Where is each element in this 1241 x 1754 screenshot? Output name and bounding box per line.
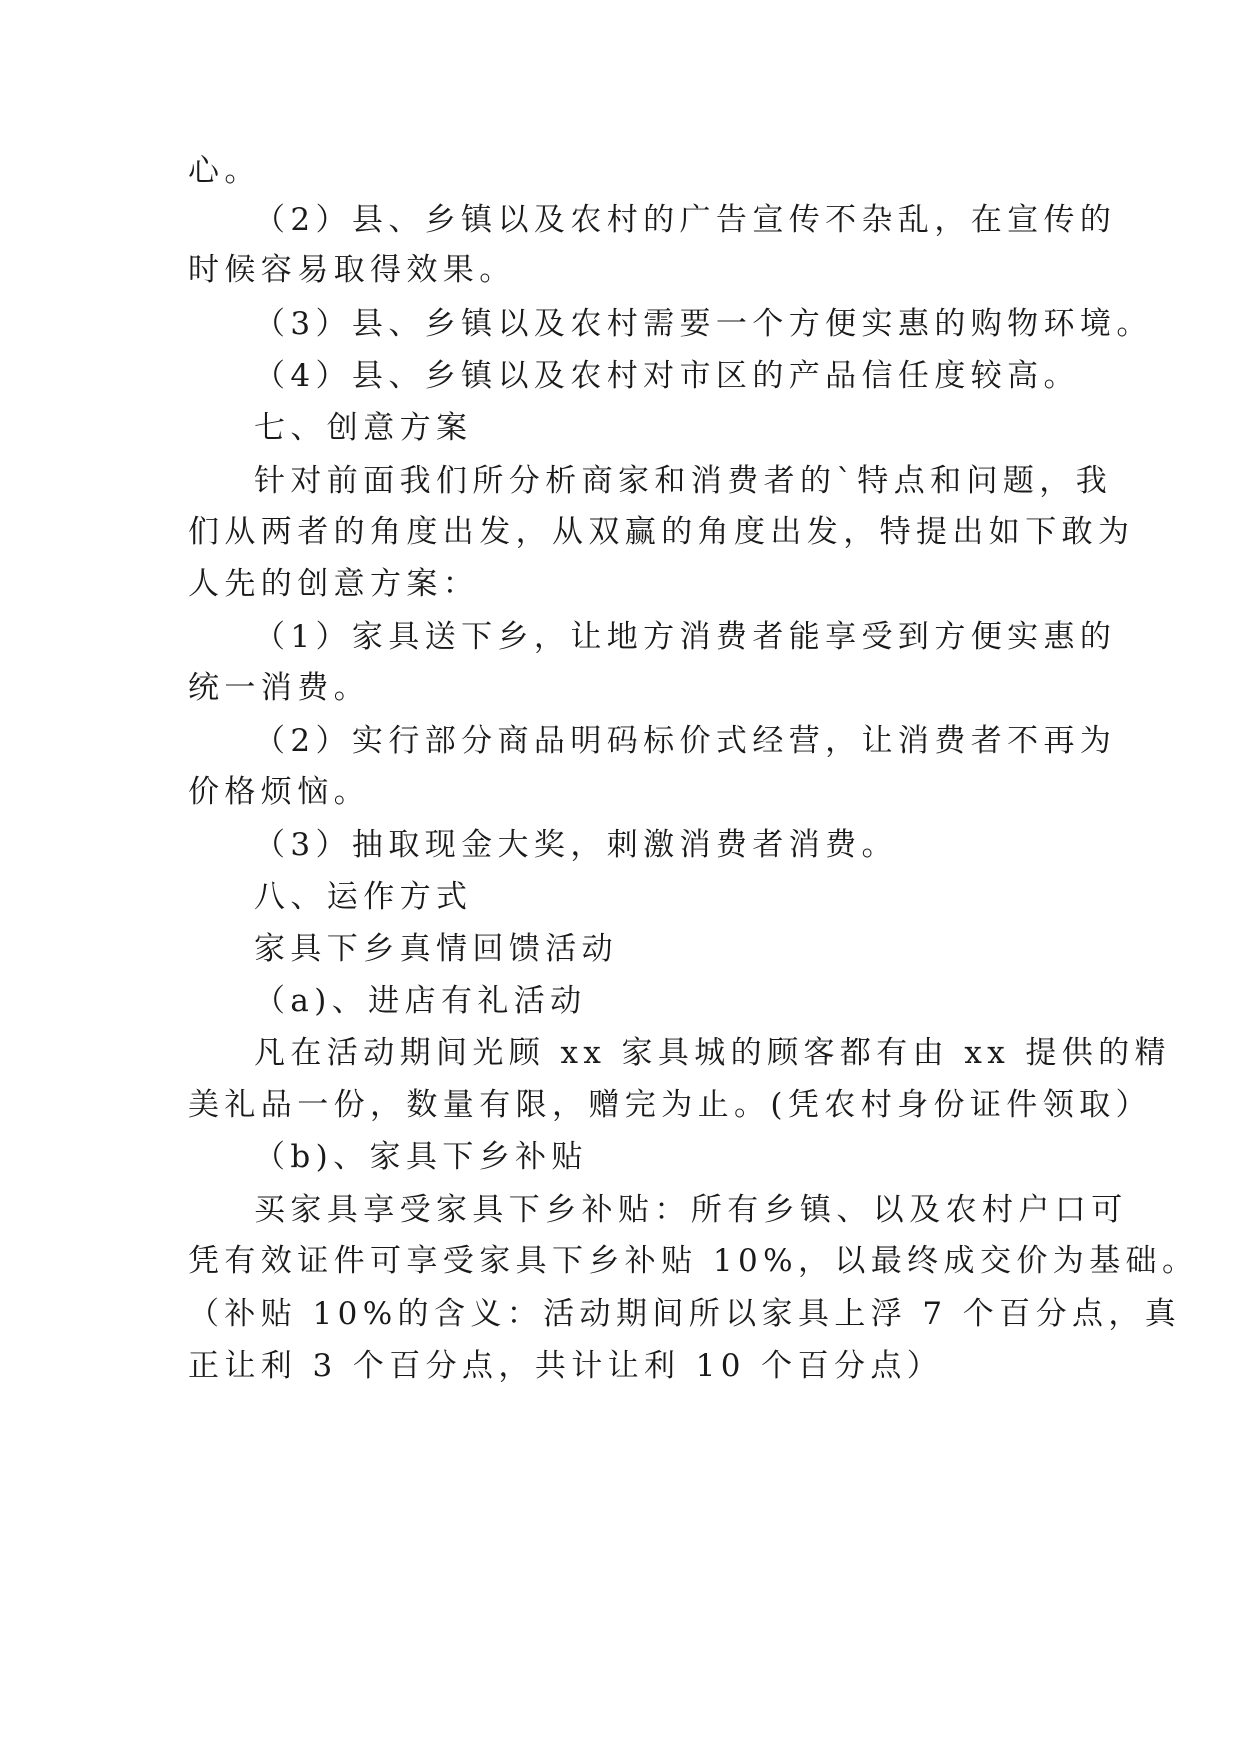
paragraph-line: 家具下乡真情回馈活动	[254, 931, 618, 967]
section-heading: 八、运作方式	[254, 879, 473, 915]
paragraph-line: 价格烦恼。	[188, 774, 370, 810]
paragraph-line: 美礼品一份，数量有限，赠完为止。(凭农村身份证件领取）	[188, 1087, 1152, 1123]
paragraph-line: （2）县、乡镇以及农村的广告宣传不杂乱，在宣传的	[254, 202, 1117, 238]
paragraph-line: 凭有效证件可享受家具下乡补贴 10%，以最终成交价为基础。	[188, 1243, 1199, 1279]
paragraph-line: 正让利 3 个百分点，共计让利 10 个百分点）	[188, 1348, 944, 1384]
paragraph-line: （1）家具送下乡，让地方消费者能享受到方便实惠的	[254, 619, 1117, 655]
paragraph-line: 们从两者的角度出发，从双赢的角度出发，特提出如下敢为	[188, 514, 1135, 550]
paragraph-line: 时候容易取得效果。	[188, 252, 516, 288]
section-heading: 七、创意方案	[254, 410, 473, 446]
paragraph-line: （a)、进店有礼活动	[254, 983, 587, 1019]
paragraph-line: 针对前面我们所分析商家和消费者的`特点和问题，我	[254, 463, 1113, 499]
paragraph-line: （b)、家具下乡补贴	[254, 1139, 588, 1175]
paragraph-line: （3）抽取现金大奖，刺激消费者消费。	[254, 827, 898, 863]
paragraph-line: （补贴 10%的含义：活动期间所以家具上浮 7 个百分点，真	[188, 1296, 1182, 1332]
paragraph-line: （2）实行部分商品明码标价式经营，让消费者不再为	[254, 723, 1117, 759]
paragraph-line: 心。	[188, 153, 261, 189]
paragraph-line: （4）县、乡镇以及农村对市区的产品信任度较高。	[254, 358, 1080, 394]
paragraph-line: 凡在活动期间光顾 xx 家具城的顾客都有由 xx 提供的精	[254, 1035, 1171, 1071]
paragraph-line: （3）县、乡镇以及农村需要一个方便实惠的购物环境。	[254, 306, 1153, 342]
paragraph-line: 买家具享受家具下乡补贴：所有乡镇、以及农村户口可	[254, 1192, 1128, 1228]
paragraph-line: 人先的创意方案：	[188, 566, 480, 602]
paragraph-line: 统一消费。	[188, 670, 370, 706]
